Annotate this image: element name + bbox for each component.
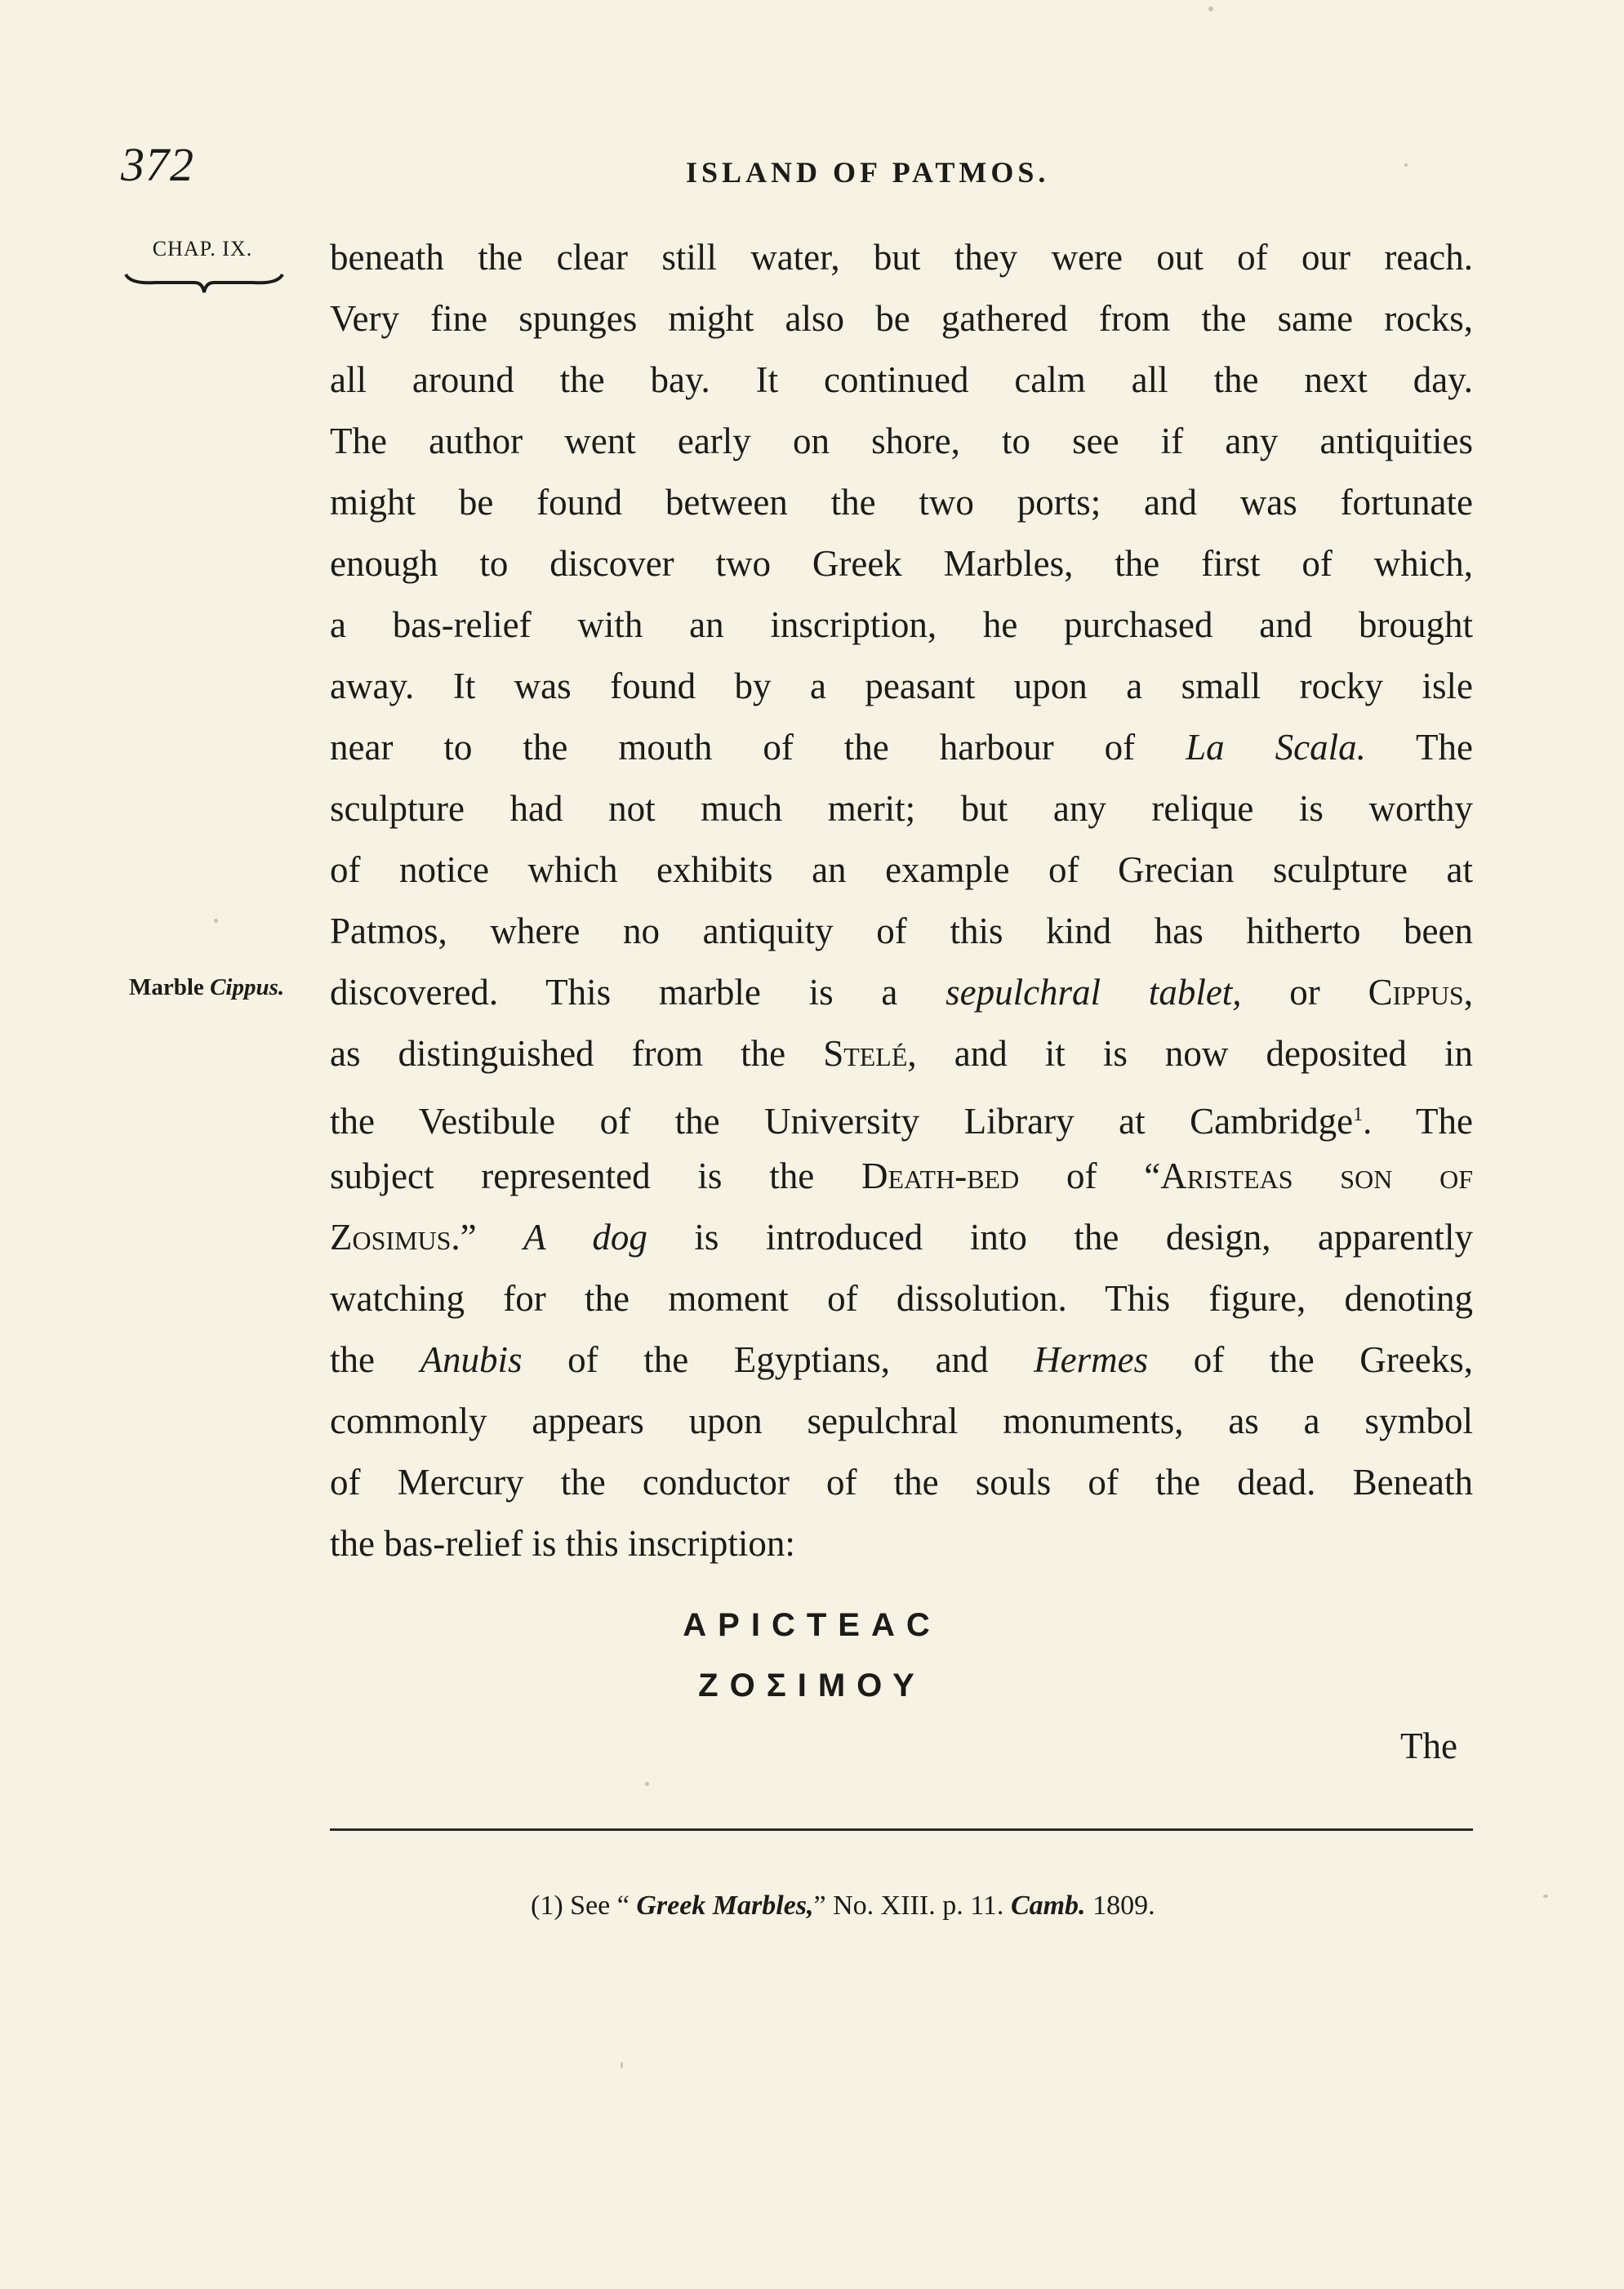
text-run: the Vestibule of the University Library at Cambridge: [330, 1101, 1354, 1142]
italic-term: Anubis: [420, 1339, 523, 1380]
text-line: [330, 717, 1473, 778]
text-run: of the Egyptians, and: [522, 1339, 1034, 1380]
text-run: of “: [1019, 1156, 1161, 1196]
text-line: beneath the clear still water, but they were out of our reach.: [330, 237, 1473, 278]
text-run: (1) See “: [531, 1890, 637, 1921]
paper-speck: [645, 1782, 649, 1786]
text-line: of Mercury the conductor of the souls of the dead. Beneath: [330, 1462, 1473, 1503]
text-line: all around the bay. It continued calm all the next day.: [330, 359, 1473, 400]
text-line: sculpture had not much merit; but any relique is worthy: [330, 788, 1473, 829]
paper-speck: [1208, 7, 1213, 11]
text-line: of notice which exhibits an example of Grecian sculpture at: [330, 849, 1473, 890]
footnote: [531, 1890, 1155, 1922]
paper-speck: [214, 919, 218, 923]
text-run: The: [1365, 727, 1473, 768]
text-run: ” No. XIII. p. 11.: [813, 1890, 1011, 1921]
italic-place-name: La Scala.: [1186, 727, 1366, 768]
text-line: [330, 1207, 1473, 1268]
paper-speck: [1543, 1895, 1548, 1898]
text-run: subject represented is the: [330, 1156, 861, 1196]
paper-speck: [621, 2062, 623, 2069]
text-run: near to the mouth of the harbour of: [330, 727, 1186, 768]
greek-inscription-line: ΖΟΣΙΜΟΥ: [698, 1668, 926, 1703]
italic-title: Greek Marbles,: [636, 1890, 814, 1921]
text-line: [330, 1023, 1473, 1084]
footnote-rule: [330, 1828, 1473, 1831]
text-line: away. It was found by a peasant upon a small rocky isle: [330, 666, 1473, 706]
text-line: [330, 1084, 1473, 1146]
italic-term: Hermes: [1034, 1339, 1149, 1380]
text-line: the bas-relief is this inscription:: [330, 1523, 795, 1564]
text-line: [330, 1146, 1473, 1207]
text-run: is introduced into the design, apparently: [647, 1217, 1473, 1258]
text-line: Patmos, where no antiquity of this kind has hitherto been: [330, 911, 1473, 951]
paper-speck: [1404, 163, 1408, 167]
italic-term: Camb.: [1010, 1890, 1086, 1921]
text-line: a bas-relief with an inscription, he purchased and brought: [330, 604, 1473, 645]
chapter-marker: CHAP. IX.: [152, 237, 253, 261]
text-run: and it is now deposited in: [916, 1033, 1473, 1074]
page-number: 372: [121, 138, 194, 191]
text-run: as distinguished from the: [330, 1033, 824, 1074]
small-caps-term: Cippus,: [1368, 972, 1473, 1013]
footnote-reference: 1: [1353, 1104, 1364, 1125]
text-line: The author went early on shore, to see if any antiquities: [330, 421, 1473, 461]
margin-note: [129, 974, 284, 1001]
small-caps-term: Death-bed: [861, 1156, 1020, 1196]
text-line: Very fine spunges might also be gathered from the same rocks,: [330, 298, 1473, 339]
catchword: The: [1400, 1726, 1457, 1766]
text-run: discovered. This marble is a: [330, 972, 946, 1013]
text-line: might be found between the two ports; and was fortunate: [330, 482, 1473, 523]
text-run: the: [330, 1339, 420, 1380]
text-run: 1809.: [1085, 1890, 1155, 1921]
chapter-brace-ornament: [122, 269, 286, 297]
italic-term: sepulchral tablet,: [945, 972, 1242, 1013]
margin-note-italic: Cippus.: [210, 974, 285, 1000]
text-line: watching for the moment of dissolution. This figure, denoting: [330, 1278, 1473, 1319]
small-caps-term: Aristeas son of: [1160, 1156, 1473, 1196]
italic-term: A dog: [523, 1217, 647, 1258]
text-line: enough to discover two Greek Marbles, the first of which,: [330, 543, 1473, 584]
text-run: . The: [1363, 1101, 1473, 1142]
text-line: [330, 1329, 1473, 1391]
text-line: [330, 962, 1473, 1023]
small-caps-term: Stelé,: [823, 1033, 917, 1074]
text-run: or: [1241, 972, 1368, 1013]
body-text: [330, 227, 1473, 1574]
greek-inscription-line: ΑΡΙCΤΕΑC: [683, 1607, 941, 1643]
text-line: commonly appears upon sepulchral monuments, as a symbol: [330, 1401, 1473, 1441]
small-caps-term: Zosimus.: [330, 1217, 461, 1258]
text-run: of the Greeks,: [1148, 1339, 1473, 1380]
text-run: ”: [460, 1217, 524, 1258]
margin-note-roman: Marble: [129, 974, 211, 1000]
running-head: ISLAND OF PATMOS.: [686, 156, 1050, 189]
